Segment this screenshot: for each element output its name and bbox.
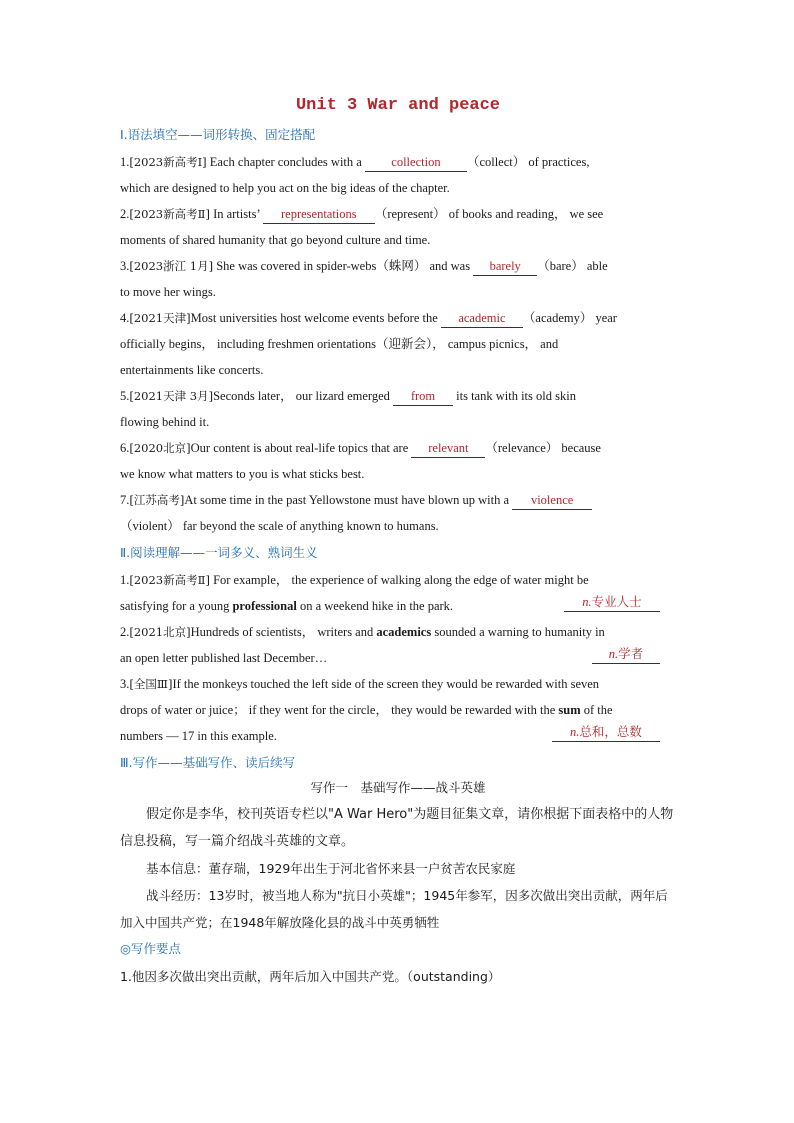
item-text: （represent） of books and reading， we see [374, 207, 604, 221]
item-text: on a weekend hike in the park. [296, 599, 454, 613]
s1-item-2 [120, 201, 676, 253]
item-source: [2023新高考Ⅱ] [129, 573, 210, 587]
battle-label: 战斗经历： [146, 888, 209, 903]
item-number: 7. [120, 493, 130, 507]
item-number: 4. [120, 311, 130, 325]
item-source: [2023新高考Ⅱ] [129, 207, 210, 221]
item-source: [2021北京] [129, 625, 191, 639]
section-1-heading: Ⅰ.语法填空——词形转换、固定搭配 [120, 127, 316, 142]
item-text: If the monkeys touched the left side of the screen they would be rewarded with seven [172, 677, 600, 691]
answer-blank [552, 723, 660, 742]
item-text: （academy） year [522, 311, 617, 325]
item-source: [2021天津] [129, 311, 191, 325]
item-text: of the [580, 703, 613, 717]
item-text: sounded a warning to humanity in [431, 625, 605, 639]
item-number: 3. [120, 677, 130, 691]
answer-blank: violence [512, 492, 592, 510]
item-source: [2020北京] [129, 441, 191, 455]
basic-info [120, 855, 676, 882]
item-number: 1. [120, 155, 130, 169]
basic-info-label: 基本信息： [146, 861, 209, 876]
answer-blank: from [393, 388, 453, 406]
item-text: drops of water or juice； if they went for the circle， they would be rewarded with the [120, 703, 559, 717]
part-of-speech: n. [570, 725, 580, 739]
item-text: its tank with its old skin [453, 389, 576, 403]
answer-blank [564, 593, 660, 612]
writing-points-heading: ◎写作要点 [120, 941, 181, 956]
s2-item-2 [120, 619, 676, 671]
item-text: Our content is about real-life topics that are [190, 441, 412, 455]
s1-item-7 [120, 487, 676, 539]
part-of-speech: n. [582, 595, 592, 609]
writing-task-1: 1.他因多次做出突出贡献，两年后加入中国共产党。（outstanding） [120, 969, 501, 984]
s1-item-5 [120, 383, 676, 435]
item-text: Seconds later， our lizard emerged [213, 389, 394, 403]
item-source: [2021天津 3月] [129, 389, 214, 403]
page-title: Unit 3 War and peace [295, 96, 501, 115]
item-number: 2. [120, 207, 130, 221]
keyword: professional [232, 599, 297, 613]
meaning: 学者 [618, 646, 644, 661]
keyword: sum [558, 703, 581, 717]
item-text: She was covered in spider-webs（蛛网） and was [213, 259, 474, 273]
section-3-heading: Ⅲ.写作——基础写作、读后续写 [120, 755, 296, 770]
writing-intro: 假定你是李华，校刊英语专栏以"A War Hero"为题目征集文章，请你根据下面表格中的人物信息投稿，写一篇介绍战斗英雄的文章。 [120, 807, 674, 849]
item-text: In artists’ [209, 207, 263, 221]
s1-item-1 [120, 149, 676, 201]
section-2-heading: Ⅱ.阅读理解——一词多义、熟词生义 [120, 545, 318, 560]
item-text: For example， the experience of walking along the edge of water might be [209, 573, 589, 587]
item-text: to move her wings. [120, 285, 216, 299]
item-text: numbers — 17 in this example. [120, 729, 277, 743]
item-text: Most universities host welcome events before the [190, 311, 441, 325]
battle-experience [120, 882, 676, 936]
answer-blank: academic [441, 310, 523, 328]
item-number: 1. [120, 573, 130, 587]
item-source: [2023浙江 1月] [129, 259, 214, 273]
document-page [120, 96, 676, 992]
part-of-speech: n. [608, 647, 619, 661]
item-text: flowing behind it. [120, 415, 210, 429]
section-2-list [120, 567, 676, 749]
meaning: 专业人士 [591, 594, 642, 609]
meaning: 总和，总数 [579, 724, 642, 739]
s2-item-1 [120, 567, 676, 619]
item-text: Each chapter concludes with a [206, 155, 365, 169]
item-text: At some time in the past Yellowstone must have blown up with a [184, 493, 513, 507]
answer-blank: barely [473, 258, 537, 276]
answer-blank [592, 645, 660, 664]
basic-info-text: 董存瑞，1929年出生于河北省怀来县一户贫苦农民家庭 [208, 861, 516, 876]
keyword: academics [376, 625, 432, 639]
item-text: officially begins， including freshmen orientations（迎新会）， campus picnics， and [120, 337, 559, 351]
item-text: （relevance） because [485, 441, 601, 455]
s1-item-6 [120, 435, 676, 487]
item-number: 6. [120, 441, 130, 455]
answer-blank: relevant [411, 440, 485, 458]
writing-subtitle: 写作一 基础写作——战斗英雄 [310, 780, 486, 795]
s1-item-3 [120, 253, 676, 305]
item-number: 2. [120, 625, 130, 639]
item-text: entertainments like concerts. [120, 363, 264, 377]
s1-item-4 [120, 305, 676, 383]
item-text: （collect） of practices, [466, 155, 590, 169]
s2-item-3 [120, 671, 676, 749]
battle-text: 13岁时，被当地人称为"抗日小英雄"；1945年参军，因多次做出突出贡献，两年后加入中国共产党；在1948年解放隆化县的战斗中英勇牺牲 [120, 888, 668, 930]
item-text: moments of shared humanity that go beyond culture and time. [120, 233, 431, 247]
item-text: which are designed to help you act on the big ideas of the chapter. [120, 181, 450, 195]
answer-blank: representations [263, 206, 375, 224]
item-number: 3. [120, 259, 130, 273]
item-text: an open letter published last December… [120, 651, 328, 665]
item-source: [2023新高考Ⅰ] [129, 155, 207, 169]
section-1-list [120, 149, 676, 539]
item-text: satisfying for a young [120, 599, 233, 613]
answer-blank: collection [365, 154, 467, 172]
item-text: Hundreds of scientists， writers and [190, 625, 377, 639]
item-text: （violent） far beyond the scale of anything known to humans. [120, 519, 439, 533]
item-number: 5. [120, 389, 130, 403]
item-source: [江苏高考] [129, 493, 185, 507]
item-source: [全国Ⅲ] [129, 677, 173, 691]
item-text: we know what matters to you is what sticks best. [120, 467, 365, 481]
item-text: （bare） able [537, 259, 608, 273]
